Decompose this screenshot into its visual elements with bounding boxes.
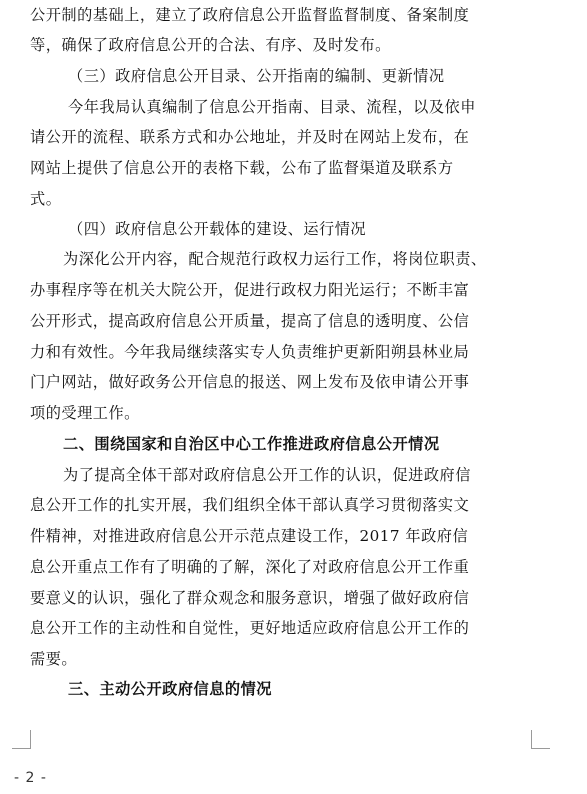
body-text-line: 力和有效性。今年我局继续落实专人负责维护更新阳朔县林业局: [30, 343, 470, 361]
body-text-line: 项的受理工作。: [30, 404, 140, 422]
margin-corner-mark-right: [531, 730, 550, 749]
body-text-line: 息公开工作的主动性和自觉性，更好地适应政府信息公开工作的: [30, 619, 470, 637]
body-text-line: 息公开重点工作有了明确的了解，深化了对政府信息公开工作重: [30, 558, 470, 576]
body-text-line: 为深化公开内容，配合规范行政权力运行工作，将岗位职责、: [63, 250, 487, 268]
margin-corner-mark-left: [12, 730, 31, 749]
body-text-line: 公开制的基础上，建立了政府信息公开监督监督制度、备案制度: [30, 6, 470, 24]
page-number: - 2 -: [14, 770, 47, 786]
section-subheading: （四）政府信息公开载体的建设、运行情况: [68, 220, 367, 238]
section-heading: 三、主动公开政府信息的情况: [68, 680, 272, 698]
body-text-line: 要意义的认识，强化了群众观念和服务意识，增强了做好政府信: [30, 589, 470, 607]
body-text-line: 门户网站，做好政务公开信息的报送、网上发布及依申请公开事: [30, 373, 470, 391]
body-text-line: 为了提高全体干部对政府信息公开工作的认识，促进政府信: [63, 466, 471, 484]
body-text-line: 公开形式，提高政府信息公开质量，提高了信息的透明度、公信: [30, 312, 470, 330]
body-text-line: 等，确保了政府信息公开的合法、有序、及时发布。: [30, 36, 391, 54]
body-text-line: 网站上提供了信息公开的表格下载，公布了监督渠道及联系方: [30, 159, 454, 177]
body-text-line: 需要。: [30, 650, 78, 668]
body-text-line: 今年我局认真编制了信息公开指南、目录、流程，以及依申: [68, 98, 476, 116]
body-text-line: 办事程序等在机关大院公开，促进行政权力阳光运行；不断丰富: [30, 281, 470, 299]
body-text-line: 息公开工作的扎实开展，我们组织全体干部认真学习贯彻落实文: [30, 496, 470, 514]
body-text-line: 式。: [30, 190, 62, 208]
section-heading: 二、围绕国家和自治区中心工作推进政府信息公开情况: [63, 435, 440, 453]
body-text-line: 件精神，对推进政府信息公开示范点建设工作，2017 年政府信: [30, 527, 469, 545]
body-text-line: 请公开的流程、联系方式和办公地址，并及时在网站上发布，在: [30, 128, 470, 146]
section-subheading: （三）政府信息公开目录、公开指南的编制、更新情况: [68, 67, 445, 85]
